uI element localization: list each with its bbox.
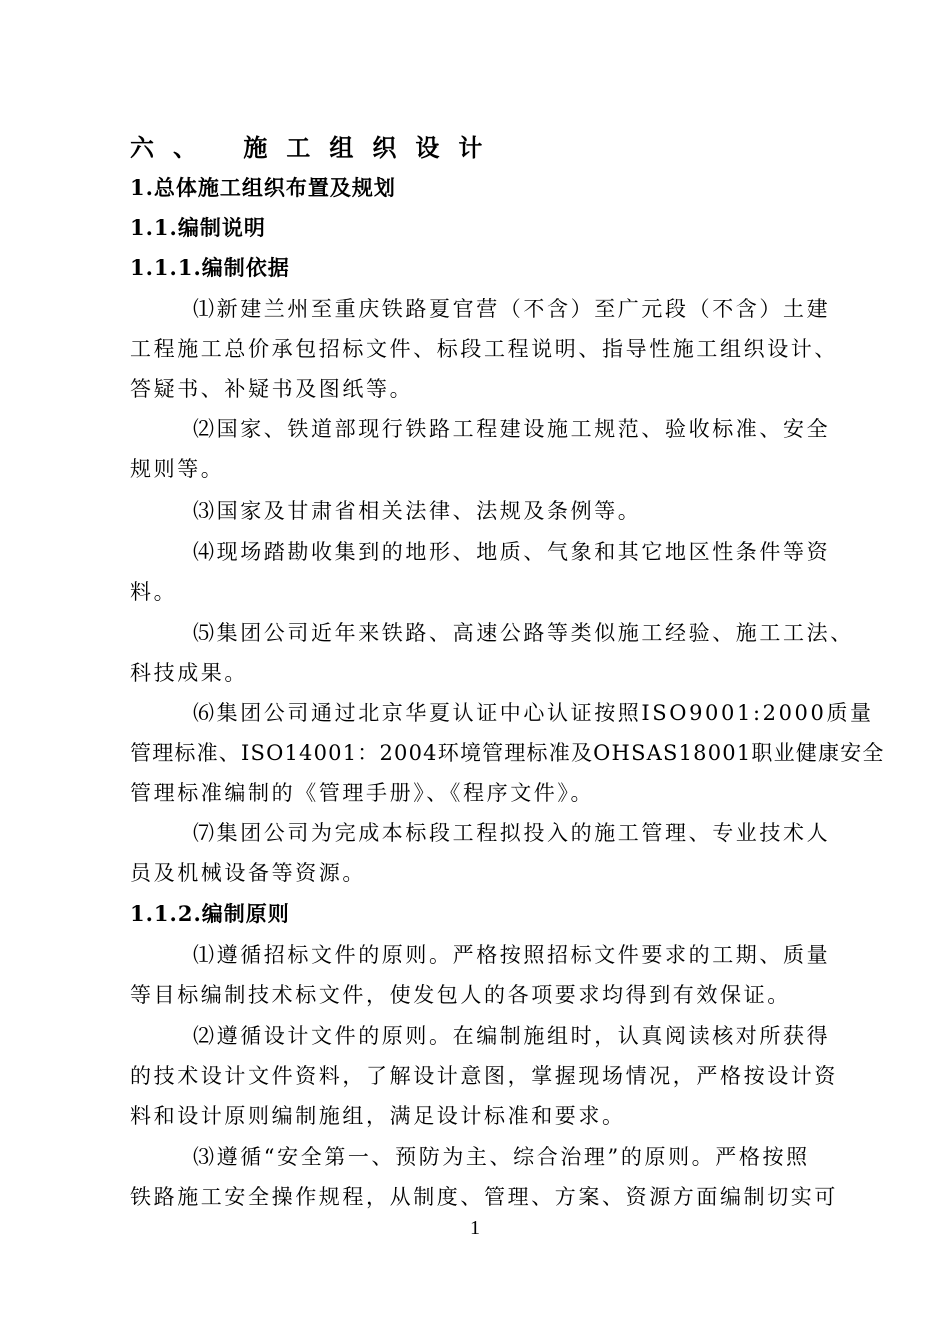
section-heading: 1.总体施工组织布置及规划	[130, 175, 396, 200]
paragraph-line: 料。	[130, 580, 178, 604]
paragraph-line: ⑶遵循“安全第一、预防为主、综合治理”的原则。严格按照	[193, 1145, 810, 1169]
subsubsection-heading: 1.1.1.编制依据	[130, 255, 290, 280]
paragraph-line: ⑴新建兰州至重庆铁路夏官营（不含）至广元段（不含）土建	[193, 297, 831, 321]
paragraph-line: 管理标准、ISO14001：2004环境管理标准及OHSAS18001职业健康安全	[130, 741, 885, 765]
page-number: 1	[470, 1217, 480, 1239]
paragraph-line: ⑵国家、铁道部现行铁路工程建设施工规范、验收标准、安全	[193, 417, 831, 441]
paragraph-line: 科技成果。	[130, 661, 248, 685]
paragraph-line: ⑶国家及甘肃省相关法律、法规及条例等。	[193, 499, 642, 523]
paragraph-line: 等目标编制技术标文件，使发包人的各项要求均得到有效保证。	[130, 983, 791, 1007]
subsection-heading: 1.1.编制说明	[130, 215, 266, 240]
subsubsection-heading: 1.1.2.编制原则	[130, 901, 290, 926]
paragraph-line: ⑴遵循招标文件的原则。严格按照招标文件要求的工期、质量	[193, 943, 831, 967]
paragraph-line: ⑹集团公司通过北京华夏认证中心认证按照ISO9001:2000质量	[193, 701, 874, 725]
paragraph-line: 员及机械设备等资源。	[130, 861, 366, 885]
page-title: 六、 施工组织设计	[130, 133, 502, 162]
paragraph-line: 管理标准编制的《管理手册》、《程序文件》。	[130, 781, 595, 805]
paragraph-line: ⑺集团公司为完成本标段工程拟投入的施工管理、专业技术人	[193, 821, 831, 845]
paragraph-line: 料和设计原则编制施组，满足设计标准和要求。	[130, 1104, 626, 1128]
paragraph-line: ⑸集团公司近年来铁路、高速公路等类似施工经验、施工工法、	[193, 621, 854, 645]
paragraph-line: ⑵遵循设计文件的原则。在编制施组时，认真阅读核对所获得	[193, 1024, 831, 1048]
paragraph-line: 的技术设计文件资料，了解设计意图，掌握现场情况，严格按设计资	[130, 1064, 838, 1088]
paragraph-line: ⑷现场踏勘收集到的地形、地质、气象和其它地区性条件等资	[193, 540, 831, 564]
paragraph-line: 铁路施工安全操作规程，从制度、管理、方案、资源方面编制切实可	[130, 1185, 838, 1209]
paragraph-line: 工程施工总价承包招标文件、标段工程说明、指导性施工组织设计、	[130, 337, 838, 361]
paragraph-line: 规则等。	[130, 457, 225, 481]
paragraph-line: 答疑书、补疑书及图纸等。	[130, 377, 414, 401]
